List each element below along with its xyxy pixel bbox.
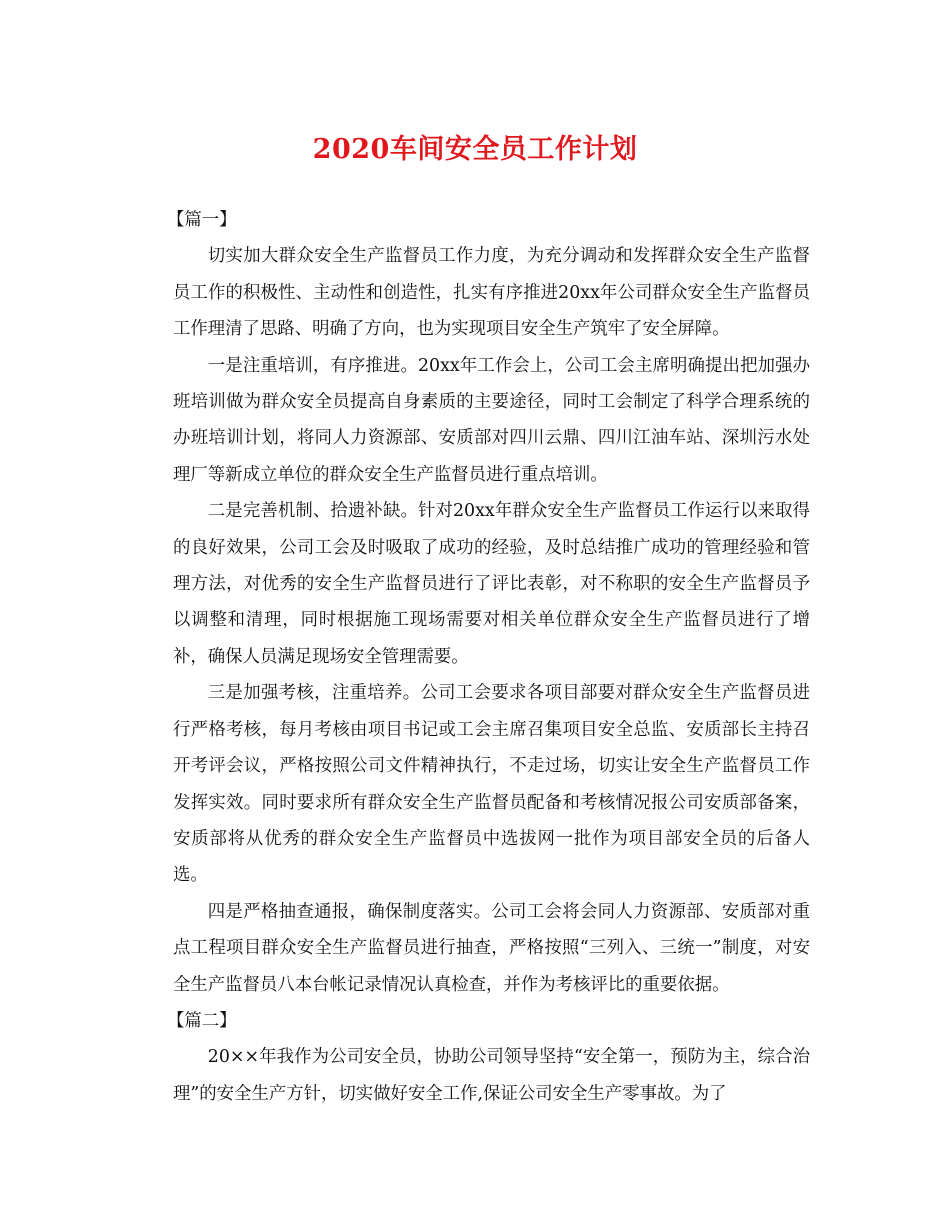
document-title: 2020车间安全员工作计划 bbox=[312, 134, 638, 165]
paragraph: 二是完善机制、拾遗补缺。针对20xx年群众安全生产监督员工作运行以来取得的良好效果，公司工会及时吸取了成功的经验，及时总结推广成功的管理经验和管理方法，对优秀的安全生产监督员进行了评比表彰，对不称职的安全生产监督员予以调整和清理，同时根据施工现场需要对相关单位群众安全生产监督员进行了增补，确保人员满足现场安全管理需要。 bbox=[173, 501, 810, 667]
section-heading-2: 【篇二】 bbox=[167, 1010, 237, 1031]
paragraph: 切实加大群众安全生产监督员工作力度，为充分调动和发挥群众安全生产监督员工作的积极性、主动性和创造性，扎实有序推进20xx年公司群众安全生产监督员工作理清了思路、明确了方向，也为实现项目安全生产筑牢了安全屏障。 bbox=[173, 246, 810, 340]
document-body bbox=[167, 202, 810, 1112]
paragraph: 四是严格抽查通报，确保制度落实。公司工会将会同人力资源部、安质部对重点工程项目群众安全生产监督员进行抽查，严格按照“三列入、三统一”制度，对安全生产监督员八本台帐记录情况认真检查，并作为考核评比的重要依据。 bbox=[173, 901, 810, 995]
section-heading-1: 【篇一】 bbox=[167, 210, 237, 230]
paragraph: 三是加强考核，注重培养。公司工会要求各项目部要对群众安全生产监督员进行严格考核，每月考核由项目书记或工会主席召集项目安全总监、安质部长主持召开考评会议，严格按照公司文件精神执行，不走过场，切实让安全生产监督员工作发挥实效。同时要求所有群众安全生产监督员配备和考核情况报公司安质部备案，安质部将从优秀的群众安全生产监督员中选拔网一批作为项目部安全员的后备人选。 bbox=[173, 683, 810, 886]
paragraph: 20××年我作为公司安全员，协助公司领导坚持“安全第一，预防为主，综合治理”的安全生产方针，切实做好安全工作,保证公司安全生产零事故。为了 bbox=[173, 1047, 810, 1104]
paragraph: 一是注重培训，有序推进。20xx年工作会上，公司工会主席明确提出把加强办班培训做为群众安全员提高自身素质的主要途径，同时工会制定了科学合理系统的办班培训计划，将同人力资源部、安质部对四川云鼎、四川江油车站、深圳污水处理厂等新成立单位的群众安全生产监督员进行重点培训。 bbox=[173, 355, 810, 485]
